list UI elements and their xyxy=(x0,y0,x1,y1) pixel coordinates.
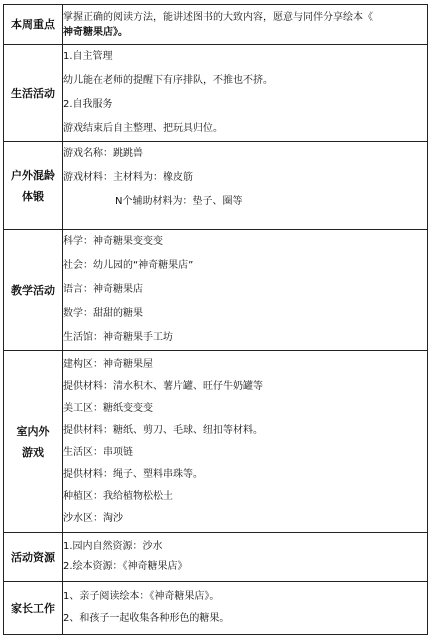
label-life-activities: 生活活动 xyxy=(4,45,63,142)
content-activity-resources xyxy=(63,533,428,582)
label-indoor-outdoor-games xyxy=(4,351,63,533)
content-indoor-outdoor-games xyxy=(63,351,428,533)
row-activity-resources xyxy=(4,533,428,582)
text-line: 游戏材料：主材料为：橡皮筋 xyxy=(63,172,193,183)
content-life-activities xyxy=(63,45,428,142)
text-line: 1.园内自然资源：沙水 xyxy=(63,541,163,552)
text-line: 提供材料：清水积木、薯片罐、旺仔牛奶罐等 xyxy=(63,380,263,392)
row-weekly-focus xyxy=(4,5,428,45)
label-parent-work: 家长工作 xyxy=(4,582,63,635)
label-weekly-focus: 本周重点 xyxy=(4,5,63,45)
weekly-plan-table xyxy=(3,4,428,635)
text-line: 1.自主管理 xyxy=(63,51,113,62)
text-line: 幼儿能在老师的提醒下有序排队，不推也不挤。 xyxy=(63,75,273,86)
label-activity-resources: 活动资源 xyxy=(4,533,63,582)
text-line: 生活馆：神奇糖果手工坊 xyxy=(63,332,173,343)
text-line: 掌握正确的阅读方法，能讲述图书的大致内容，愿意与同伴分享绘本《 xyxy=(63,11,373,23)
text-line: 游戏名称：跳跳兽 xyxy=(63,148,143,159)
text-line: 建构区：神奇糖果屋 xyxy=(63,358,153,370)
text-line: 2、和孩子一起收集各种形色的糖果。 xyxy=(63,613,230,624)
text-line: 数学：甜甜的糖果 xyxy=(63,308,143,319)
text-line: N个辅助材料为：垫子、圈等 xyxy=(115,196,243,207)
text-line: 语言：神奇糖果店 xyxy=(63,284,143,295)
text-line: 美工区：糖纸变变变 xyxy=(63,402,153,414)
text-line: 1、亲子阅读绘本：《神奇糖果店》。 xyxy=(63,591,220,602)
row-life-activities xyxy=(4,45,428,142)
text-line: 游戏结束后自主整理、把玩具归位。 xyxy=(63,123,223,134)
text-line: 提供材料：绳子、塑料串珠等。 xyxy=(63,468,203,480)
text-line: 沙水区：淘沙 xyxy=(63,512,123,524)
label-line: 体锻 xyxy=(22,189,44,203)
text-line: 生活区：串项链 xyxy=(63,446,133,458)
text-line: 种植区：我给植物松松土 xyxy=(63,490,173,502)
row-teaching-activities xyxy=(4,230,428,351)
content-teaching-activities xyxy=(63,230,428,351)
label-line: 室内外 xyxy=(16,424,50,438)
text-line: 2.绘本资源：《神奇糖果店》 xyxy=(63,561,188,572)
row-outdoor-exercise xyxy=(4,142,428,230)
text-line: 科学：神奇糖果变变变 xyxy=(63,236,163,247)
text-line: 提供材料：糖纸、剪刀、毛球、纽扣等材料。 xyxy=(63,424,263,436)
text-line: 社会：幼儿园的“神奇糖果店” xyxy=(63,260,194,271)
row-parent-work xyxy=(4,582,428,635)
content-weekly-focus xyxy=(63,5,428,45)
label-line: 游戏 xyxy=(22,445,44,459)
label-teaching-activities: 教学活动 xyxy=(4,230,63,351)
content-outdoor-exercise xyxy=(63,142,428,230)
label-outdoor-exercise xyxy=(4,142,63,230)
row-indoor-outdoor-games xyxy=(4,351,428,533)
label-line: 户外混龄 xyxy=(11,168,55,182)
text-line: 2.自我服务 xyxy=(63,99,113,110)
text-line: 神奇糖果店》。 xyxy=(63,26,128,38)
content-parent-work xyxy=(63,582,428,635)
